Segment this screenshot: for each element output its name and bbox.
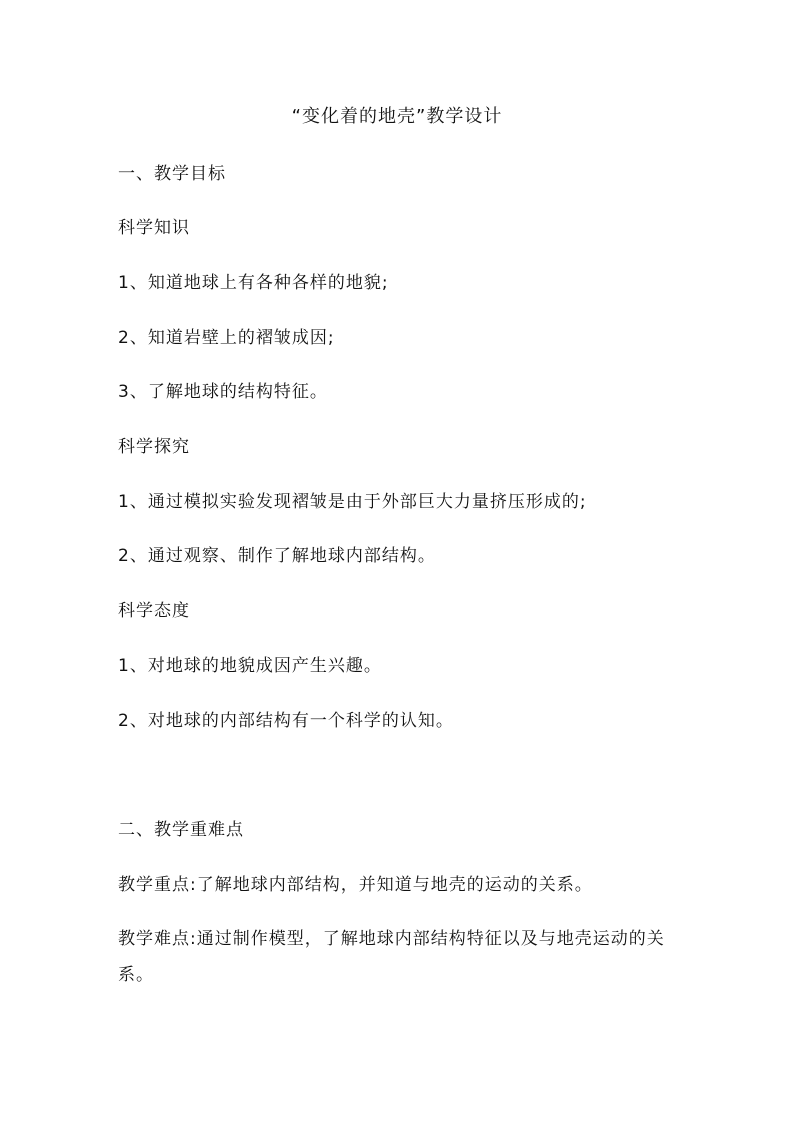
difficulty-text: 教学难点:通过制作模型，了解地球内部结构特征以及与地壳运动的关系。 [118,929,665,985]
attitude-item-1: 1、对地球的地貌成因产生兴趣。 [118,656,382,676]
knowledge-item-3: 3、了解地球的结构特征。 [118,382,328,402]
subheading-inquiry: 科学探究 [118,437,190,457]
document-title: “变化着的地壳”教学设计 [291,106,503,127]
subheading-knowledge: 科学知识 [118,218,190,238]
knowledge-item-1: 1、知道地球上有各种各样的地貌; [118,273,389,293]
inquiry-item-1: 1、通过模拟实验发现褶皱是由于外部巨大力量挤压形成的; [118,492,587,512]
attitude-item-2: 2、对地球的内部结构有一个科学的认知。 [118,711,454,731]
section-heading-keypoints: 二、教学重难点 [118,820,244,840]
knowledge-item-2: 2、知道岩壁上的褶皱成因; [118,328,335,348]
inquiry-item-2: 2、通过观察、制作了解地球内部结构。 [118,546,436,566]
section-heading-objectives: 一、教学目标 [118,164,226,184]
key-point-text: 教学重点:了解地球内部结构，并知道与地壳的运动的关系。 [118,875,593,895]
subheading-attitude: 科学态度 [118,601,190,621]
